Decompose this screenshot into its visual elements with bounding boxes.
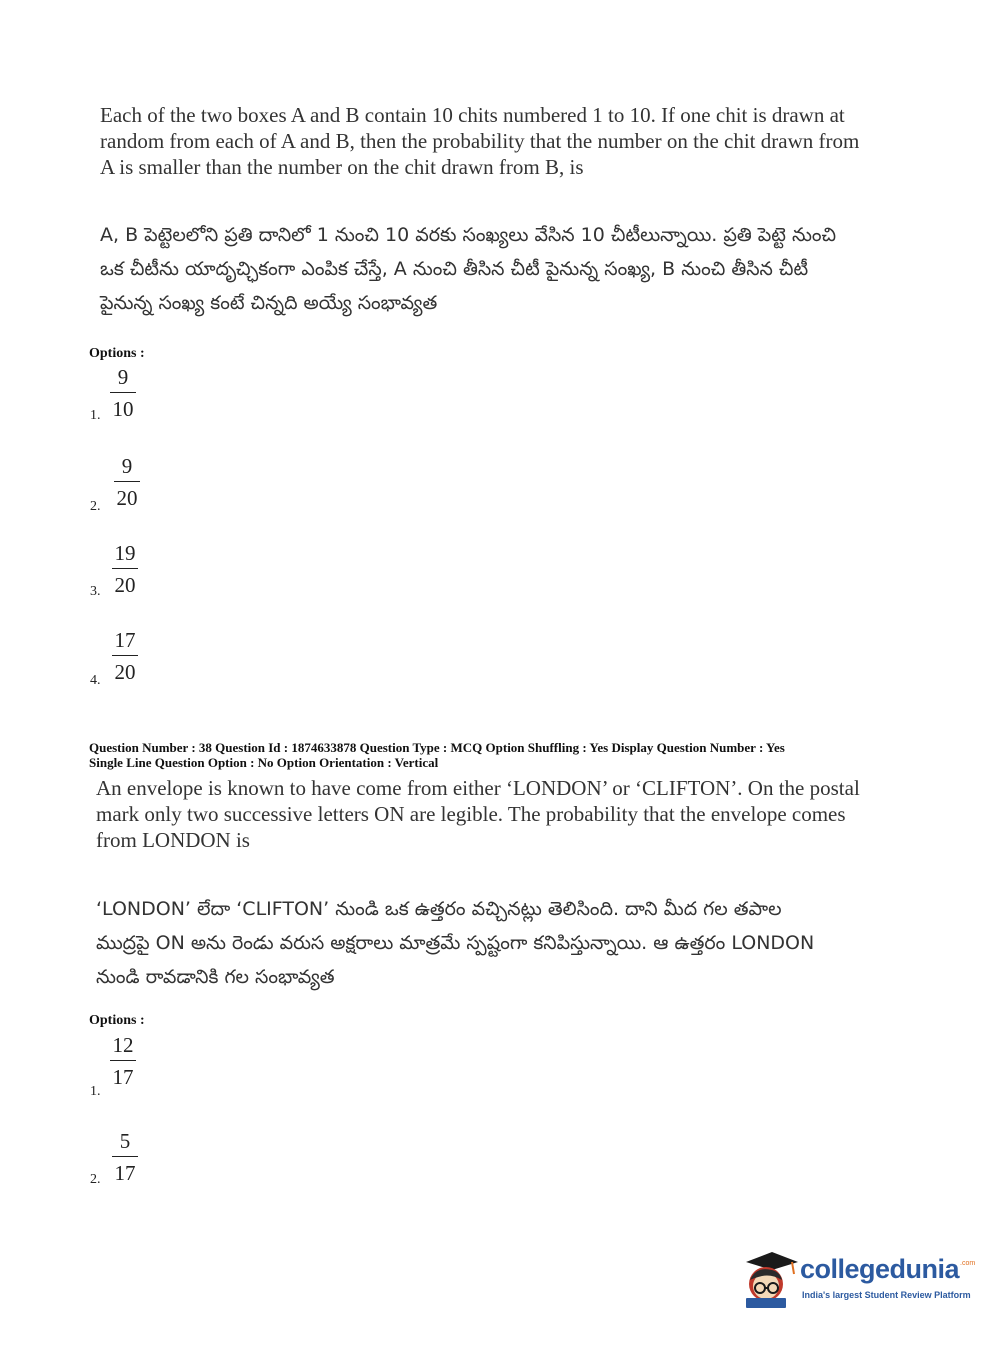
fraction bbox=[112, 540, 138, 598]
option-number: 2. bbox=[90, 499, 101, 514]
fraction-bar bbox=[112, 655, 138, 656]
denominator: 17 bbox=[114, 1161, 136, 1185]
numerator: 17 bbox=[114, 628, 136, 652]
text-line: ఒక చీటీను యాదృచ్ఛికంగా ఎంపిక చేస్తే, A నుంచి తీసిన చీటీ పైనున్న సంఖ్య, B నుంచి తీసిన చీటీ bbox=[100, 258, 809, 280]
option-number: 1. bbox=[90, 408, 101, 423]
option-number: 1. bbox=[90, 1084, 101, 1099]
meta-line: Single Line Question Option : No Option Orientation : Vertical bbox=[89, 755, 439, 770]
text-line: An envelope is known to have come from either ‘LONDON’ or ‘CLIFTON’. On the postal bbox=[96, 776, 860, 800]
text-line: నుండి రావడానికి గల సంభావ్యత bbox=[96, 966, 335, 988]
text-line: ‘LONDON’ లేదా ‘CLIFTON’ నుండి ఒక ఉత్తరం వచ్చినట్లు తెలిసింది. దాని మీద గల తపాల bbox=[96, 898, 782, 920]
option-1[interactable] bbox=[90, 1032, 210, 1100]
text-line: mark only two successive letters ON are legible. The probability that the envelope comes bbox=[96, 802, 846, 826]
numerator: 9 bbox=[117, 365, 129, 389]
fraction bbox=[114, 453, 140, 511]
collegedunia-logo[interactable] bbox=[742, 1248, 976, 1310]
options-label: Options : bbox=[89, 346, 145, 361]
option-number: 3. bbox=[90, 584, 101, 599]
question2-telugu-text bbox=[96, 892, 814, 994]
fraction-bar bbox=[112, 1156, 138, 1157]
fraction-bar bbox=[110, 392, 136, 393]
option-4[interactable] bbox=[90, 627, 210, 689]
text-line: ముద్రపై ON అను రెండు వరుస అక్షరాలు మాత్రమే స్పష్టంగా కనిపిస్తున్నాయి. ఆ ఉత్తరం LONDON bbox=[96, 932, 815, 954]
option-2[interactable] bbox=[90, 453, 210, 515]
logo-name: collegedunia bbox=[800, 1254, 960, 1284]
numerator: 9 bbox=[121, 454, 133, 478]
text-line: పైనున్న సంఖ్య కంటే చిన్నది అయ్యే సంభావ్యత bbox=[100, 292, 438, 314]
denominator: 20 bbox=[114, 573, 136, 597]
mascot-icon bbox=[742, 1248, 800, 1310]
text-line: A, B పెట్టెలలోని ప్రతి దానిలో 1 నుంచి 10 వరకు సంఖ్యలు వేసిన 10 చీటీలున్నాయి. ప్రతి పెట్టె నుంచి bbox=[100, 224, 837, 246]
logo-tagline: India's largest Student Review Platform bbox=[802, 1290, 971, 1300]
denominator: 20 bbox=[116, 486, 138, 510]
numerator: 19 bbox=[114, 541, 136, 565]
fraction bbox=[110, 364, 136, 422]
denominator: 17 bbox=[112, 1065, 134, 1089]
option-1[interactable] bbox=[90, 364, 210, 426]
fraction-bar bbox=[114, 481, 140, 482]
option-2[interactable] bbox=[90, 1128, 210, 1190]
options-label: Options : bbox=[89, 1013, 145, 1028]
numerator: 12 bbox=[112, 1033, 134, 1057]
denominator: 20 bbox=[114, 660, 136, 684]
meta-line: Question Number : 38 Question Id : 1874633878 Question Type : MCQ Option Shuffling : Yes Display Question Number : Yes bbox=[89, 740, 785, 755]
text-line: A is smaller than the number on the chit drawn from B, is bbox=[100, 155, 584, 179]
option-number: 4. bbox=[90, 673, 101, 688]
numerator: 5 bbox=[119, 1129, 131, 1153]
question2-english-text bbox=[96, 775, 860, 853]
question-metadata bbox=[89, 740, 785, 770]
text-line: Each of the two boxes A and B contain 10 chits numbered 1 to 10. If one chit is drawn at bbox=[100, 103, 845, 127]
fraction bbox=[112, 1128, 138, 1186]
question1-telugu-text bbox=[100, 218, 836, 320]
option-3[interactable] bbox=[90, 540, 210, 602]
denominator: 10 bbox=[112, 397, 134, 421]
fraction bbox=[112, 627, 138, 685]
fraction-bar bbox=[112, 568, 138, 569]
text-line: from LONDON is bbox=[96, 828, 250, 852]
text-line: random from each of A and B, then the probability that the number on the chit drawn from bbox=[100, 129, 860, 153]
option-number: 2. bbox=[90, 1172, 101, 1187]
logo-suffix: .com bbox=[960, 1260, 976, 1267]
fraction-bar bbox=[110, 1060, 136, 1061]
question1-english-text bbox=[100, 102, 859, 180]
fraction bbox=[110, 1032, 136, 1090]
